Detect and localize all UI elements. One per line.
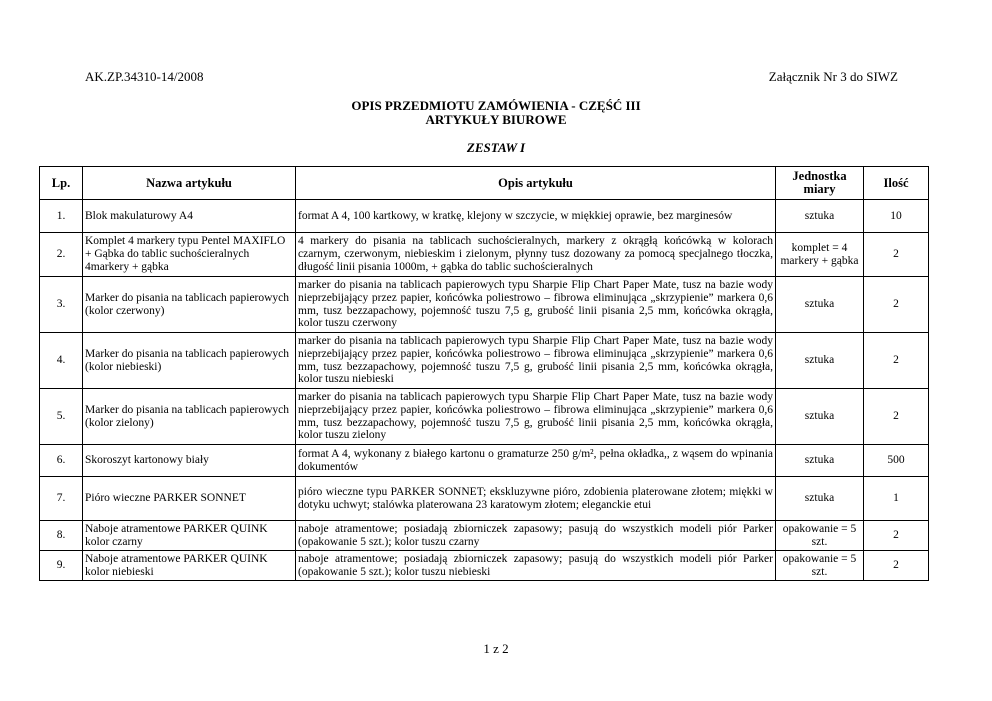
row-quantity: 2 bbox=[864, 551, 929, 581]
row-lp: 4. bbox=[40, 333, 83, 389]
row-lp: 5. bbox=[40, 389, 83, 445]
row-quantity: 2 bbox=[864, 521, 929, 551]
row-name: Blok makulaturowy A4 bbox=[83, 200, 296, 233]
row-quantity: 2 bbox=[864, 333, 929, 389]
row-quantity: 1 bbox=[864, 477, 929, 521]
row-unit: sztuka bbox=[776, 445, 864, 477]
table-row bbox=[40, 333, 929, 389]
row-name: Naboje atramentowe PARKER QUINK kolor czarny bbox=[83, 521, 296, 551]
row-lp: 8. bbox=[40, 521, 83, 551]
row-name: Naboje atramentowe PARKER QUINK kolor niebieski bbox=[83, 551, 296, 581]
column-header-name: Nazwa artykułu bbox=[83, 167, 296, 200]
row-unit: sztuka bbox=[776, 200, 864, 233]
row-quantity: 2 bbox=[864, 389, 929, 445]
row-description: marker do pisania na tablicach papierowych typu Sharpie Flip Chart Paper Mate, tusz na bazie wody nieprzebijający przez papier, końcówka poliestrowo – fibrowa eliminująca „skrzypienie” markera 0,6 mm, tusz bezzapachowy, pojemność tuszu 7,5 g, grubość linii pisania 2,5 mm, końcówka okrągła, kolor tuszu niebieski bbox=[296, 333, 776, 389]
row-description: format A 4, wykonany z białego kartonu o gramaturze 250 g/m², pełna okładka,, z wąsem do wpinania dokumentów bbox=[296, 445, 776, 477]
row-lp: 7. bbox=[40, 477, 83, 521]
document-reference: AK.ZP.34310-14/2008 bbox=[85, 69, 204, 84]
table-row bbox=[40, 233, 929, 277]
table-row bbox=[40, 477, 929, 521]
row-lp: 2. bbox=[40, 233, 83, 277]
row-name: Skoroszyt kartonowy biały bbox=[83, 445, 296, 477]
row-unit: sztuka bbox=[776, 477, 864, 521]
row-description: naboje atramentowe; posiadają zbiorniczek zapasowy; pasują do wszystkich modeli piór Parker (opakowanie 5 szt.); kolor tuszu czarny bbox=[296, 521, 776, 551]
row-lp: 6. bbox=[40, 445, 83, 477]
row-name: Pióro wieczne PARKER SONNET bbox=[83, 477, 296, 521]
items-table bbox=[39, 166, 929, 581]
row-quantity: 10 bbox=[864, 200, 929, 233]
row-unit: sztuka bbox=[776, 333, 864, 389]
row-quantity: 500 bbox=[864, 445, 929, 477]
table-row bbox=[40, 200, 929, 233]
attachment-label: Załącznik Nr 3 do SIWZ bbox=[768, 69, 898, 84]
row-unit: sztuka bbox=[776, 277, 864, 333]
document-title: OPIS PRZEDMIOTU ZAMÓWIENIA - CZĘŚĆ III bbox=[351, 98, 641, 113]
row-unit: opakowanie = 5 szt. bbox=[776, 521, 864, 551]
row-quantity: 2 bbox=[864, 277, 929, 333]
column-header-unit: Jednostka miary bbox=[776, 167, 864, 200]
row-name: Marker do pisania na tablicach papierowych (kolor czerwony) bbox=[83, 277, 296, 333]
row-name: Komplet 4 markery typu Pentel MAXIFLO + Gąbka do tablic suchościeralnych 4markery + gąbka bbox=[83, 233, 296, 277]
row-description: marker do pisania na tablicach papierowych typu Sharpie Flip Chart Paper Mate, tusz na bazie wody nieprzebijający przez papier, końcówka poliestrowo – fibrowa eliminująca „skrzypienie” markera 0,6 mm, tusz bezzapachowy, pojemność tuszu 7,5 g, grubość linii pisania 2,5 mm, końcówka okrągła, kolor tuszu zielony bbox=[296, 389, 776, 445]
row-description: pióro wieczne typu PARKER SONNET; ekskluzywne pióro, zdobienia platerowane złotem; miękki w dotyku uchwyt; stalówka platerowana 23 karatowym złotem; eleganckie etui bbox=[296, 477, 776, 521]
row-description: marker do pisania na tablicach papierowych typu Sharpie Flip Chart Paper Mate, tusz na bazie wody nieprzebijający przez papier, końcówka poliestrowo – fibrowa eliminująca „skrzypienie” markera 0,6 mm, tusz bezzapachowy, pojemność tuszu 7,5 g, grubość linii pisania 2,5 mm, końcówka okrągła, kolor tuszu czerwony bbox=[296, 277, 776, 333]
page-number: 1 z 2 bbox=[483, 641, 509, 656]
column-header-quantity: Ilość bbox=[864, 167, 929, 200]
row-name: Marker do pisania na tablicach papierowych (kolor zielony) bbox=[83, 389, 296, 445]
row-description: naboje atramentowe; posiadają zbiorniczek zapasowy; pasują do wszystkich modeli piór Parker (opakowanie 5 szt.); kolor tuszu niebieski bbox=[296, 551, 776, 581]
table-row bbox=[40, 521, 929, 551]
table-row bbox=[40, 277, 929, 333]
table-header-row bbox=[40, 167, 929, 200]
column-header-lp: Lp. bbox=[40, 167, 83, 200]
row-name: Marker do pisania na tablicach papierowych (kolor niebieski) bbox=[83, 333, 296, 389]
row-description: 4 markery do pisania na tablicach suchościeralnych, markery z okrągłą końcówką w kolorach czarnym, czerwonym, niebieskim i zielonym, płynny tusz dozowany za pomocą specjalnego tłoczka, długość linii pisania 1000m, + gąbka do tablic suchościeralnych bbox=[296, 233, 776, 277]
row-unit: sztuka bbox=[776, 389, 864, 445]
column-header-description: Opis artykułu bbox=[296, 167, 776, 200]
row-lp: 9. bbox=[40, 551, 83, 581]
row-unit: opakowanie = 5 szt. bbox=[776, 551, 864, 581]
row-unit: komplet = 4 markery + gąbka bbox=[776, 233, 864, 277]
row-lp: 3. bbox=[40, 277, 83, 333]
table-row bbox=[40, 389, 929, 445]
document-subtitle: ARTYKUŁY BIUROWE bbox=[425, 112, 567, 127]
set-label: ZESTAW I bbox=[466, 140, 526, 155]
table-row bbox=[40, 445, 929, 477]
row-lp: 1. bbox=[40, 200, 83, 233]
row-quantity: 2 bbox=[864, 233, 929, 277]
table-row bbox=[40, 551, 929, 581]
row-description: format A 4, 100 kartkowy, w kratkę, klejony w szczycie, w miękkiej oprawie, bez marginesów bbox=[296, 200, 776, 233]
